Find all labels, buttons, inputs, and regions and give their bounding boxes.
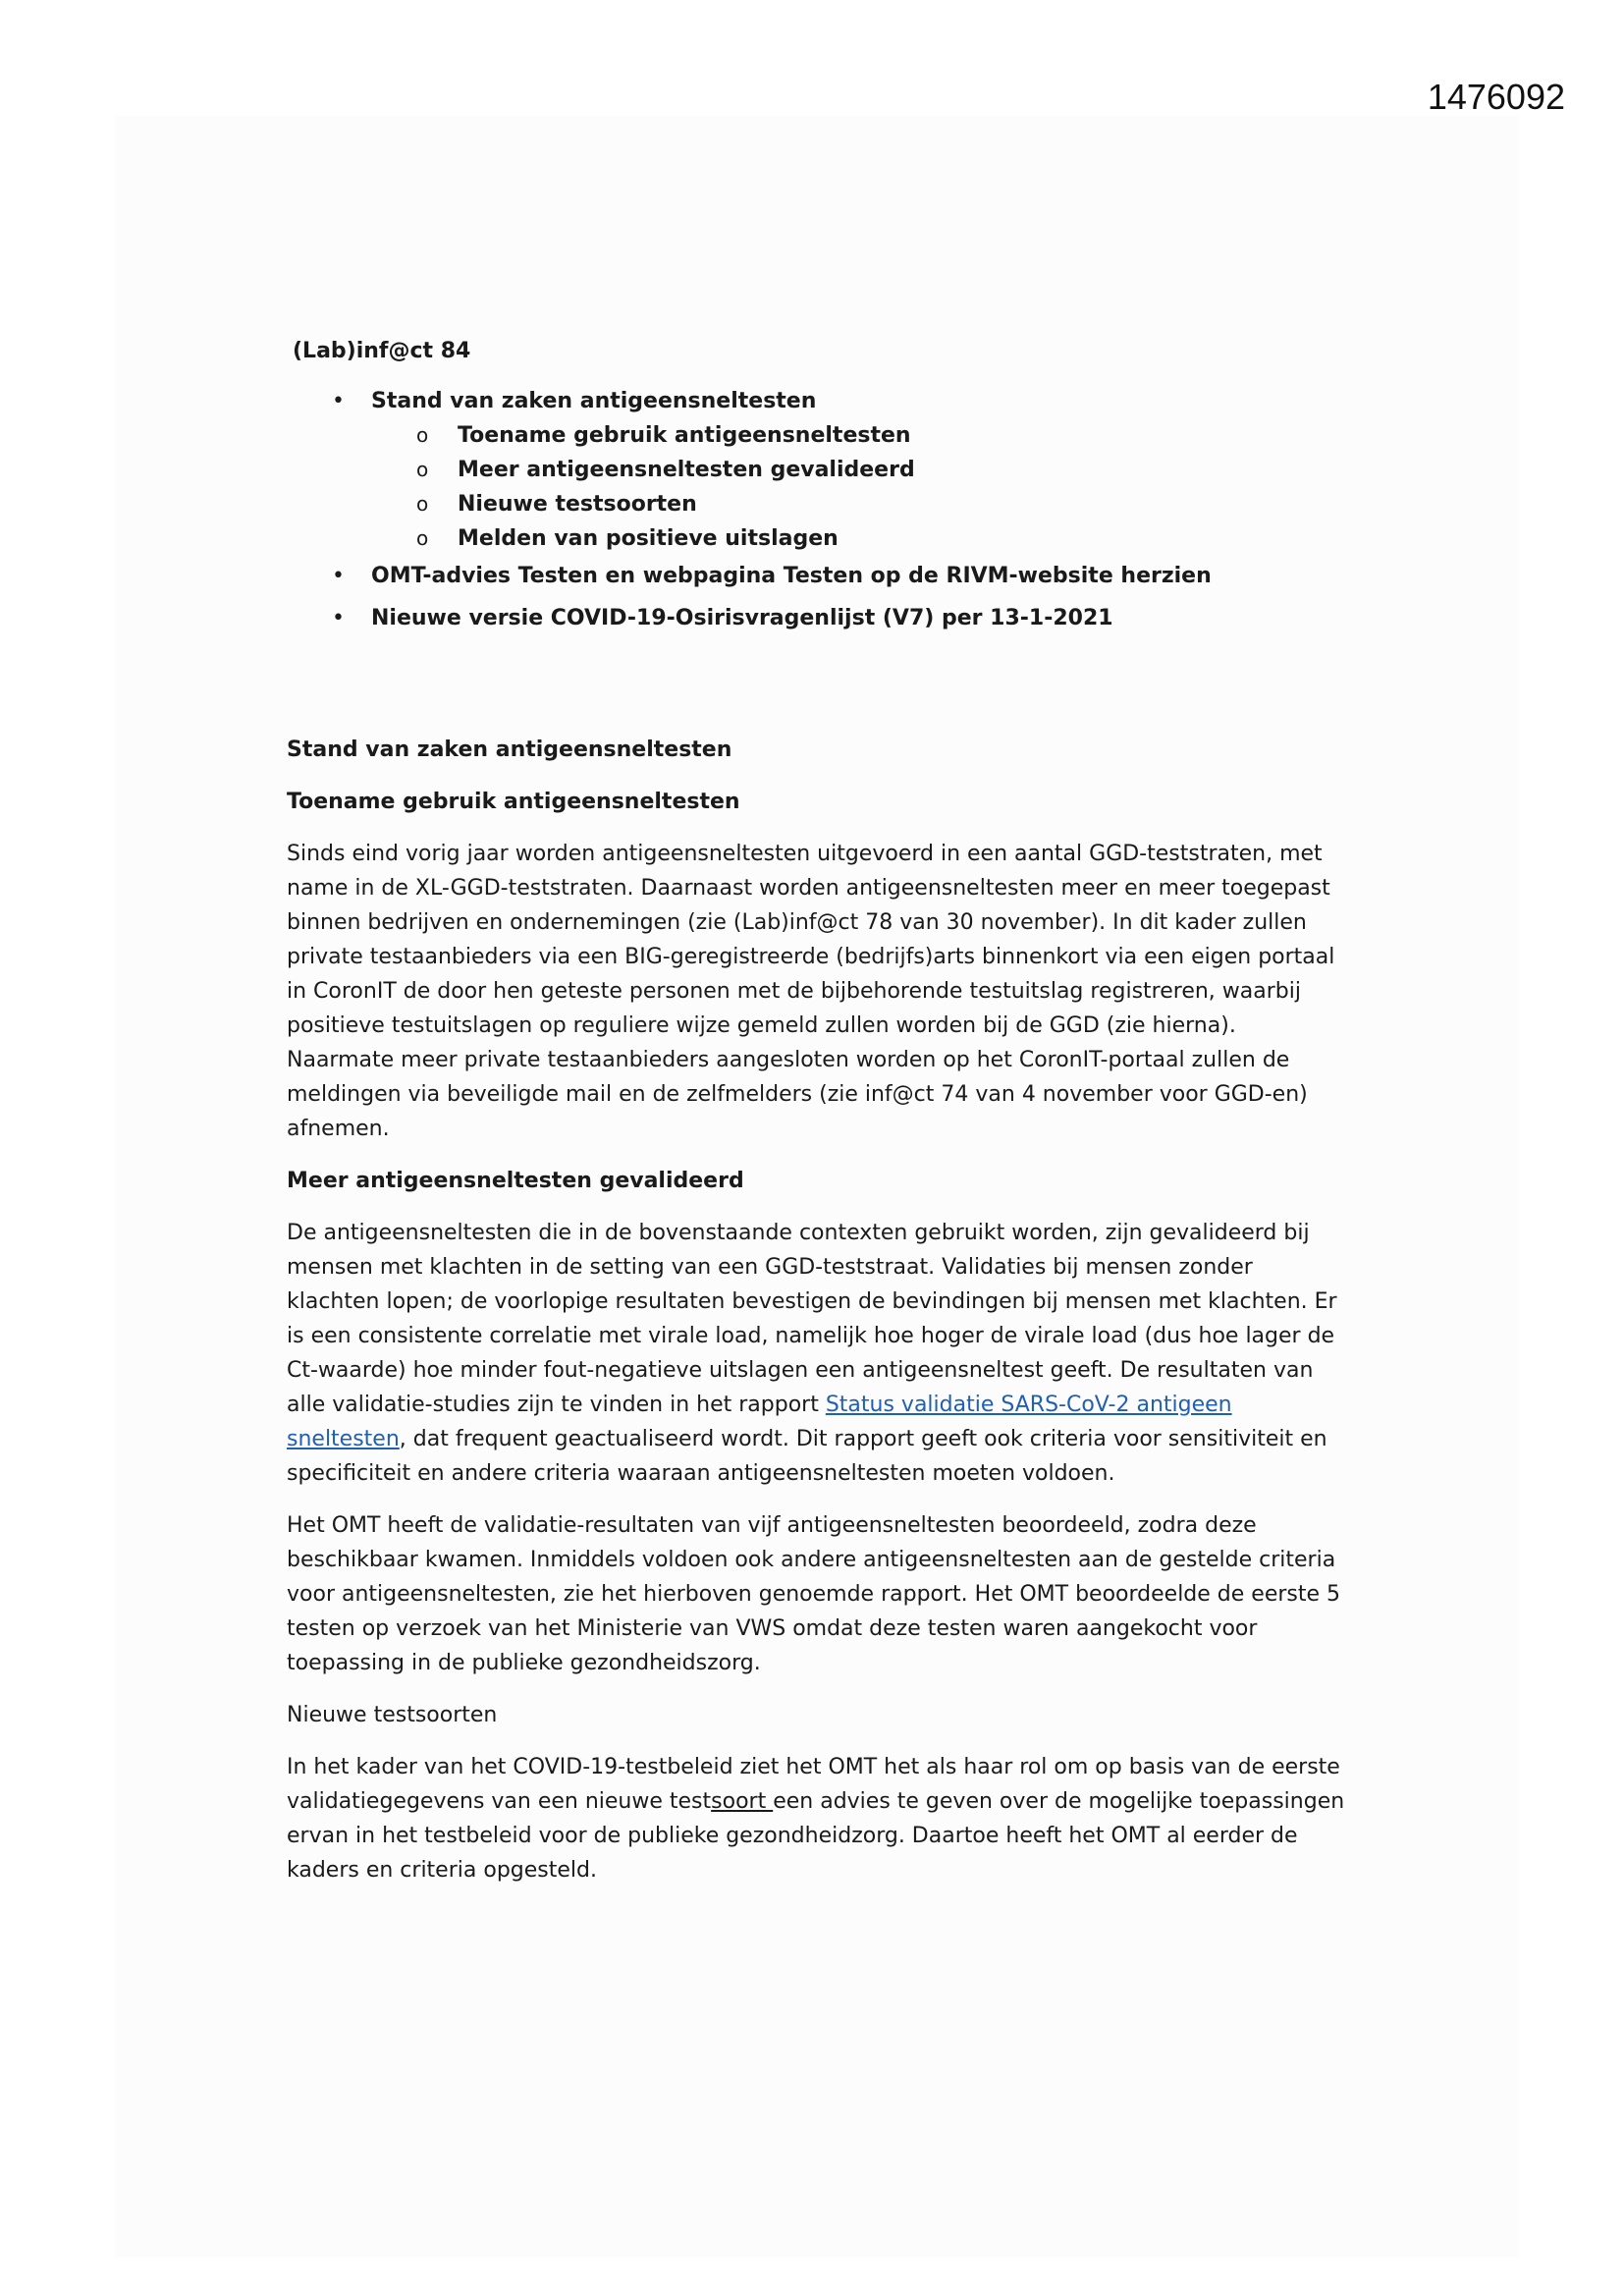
bullet-icon: • bbox=[332, 606, 345, 630]
toc-sub-item bbox=[371, 521, 1347, 556]
circle-bullet-icon: o bbox=[416, 492, 429, 516]
toc-sub-item bbox=[371, 453, 1347, 487]
circle-bullet-icon: o bbox=[416, 423, 429, 447]
toc-sub-item-label: Nieuwe testsoorten bbox=[458, 492, 697, 517]
document-title: (Lab)inf@ct 84 bbox=[293, 339, 471, 363]
section-heading: Stand van zaken antigeensneltesten bbox=[287, 738, 732, 762]
toc-item bbox=[287, 559, 1347, 593]
toc-item-label: Stand van zaken antigeensneltesten bbox=[371, 389, 817, 413]
underlined-text: soort bbox=[711, 1789, 774, 1814]
toc-sub-item-label: Melden van positieve uitslagen bbox=[458, 526, 839, 551]
toc-sub-item bbox=[371, 418, 1347, 453]
subsection-heading: Nieuwe testsoorten bbox=[287, 1703, 498, 1727]
subsection-heading: Toename gebruik antigeensneltesten bbox=[287, 790, 740, 814]
circle-bullet-icon: o bbox=[416, 526, 429, 550]
paragraph bbox=[287, 1750, 1347, 1887]
paragraph-text: De antigeensneltesten die in de bovenstaande contexten gebruikt worden, zijn gevalideerd bij mensen met klachten in de setting van een GGD-teststraat. Validaties bij mensen zonder klachten lopen; de voorlopige resultaten bevestigen de bevindingen bij mensen met klachten. Er is een consistente correlatie met virale load, namelijk hoe hoger de virale load (dus hoe lager de Ct-waarde) hoe minder fout-negatieve uitslagen een antigeensneltest geeft. De resultaten van alle validatie-studies zijn te vinden in het rapport bbox=[287, 1221, 1337, 1417]
toc-sub-list bbox=[371, 418, 1347, 556]
toc-item-label: OMT-advies Testen en webpagina Testen op de RIVM-website herzien bbox=[371, 564, 1212, 588]
table-of-contents bbox=[287, 384, 1347, 635]
bullet-icon: • bbox=[332, 564, 345, 588]
report-link[interactable]: Status validatie SARS-CoV-2 antigeen sneltesten bbox=[287, 1393, 1232, 1451]
paragraph: Het OMT heeft de validatie-resultaten van vijf antigeensneltesten beoordeeld, zodra deze beschikbaar kwamen. Inmiddels voldoen ook andere antigeensneltesten aan de gestelde criteria voor antigeensneltesten, zie het hierboven genoemde rapport. Het OMT beoordeelde de eerste 5 testen op verzoek van het Ministerie van VWS omdat deze testen waren aangekocht voor toepassing in de publieke gezondheidszorg. bbox=[287, 1513, 1341, 1675]
circle-bullet-icon: o bbox=[416, 458, 429, 481]
toc-item-label: Nieuwe versie COVID-19-Osirisvragenlijst (V7) per 13-1-2021 bbox=[371, 606, 1113, 630]
toc-sub-item bbox=[371, 487, 1347, 521]
toc-item bbox=[287, 601, 1347, 635]
document-number: 1476092 bbox=[1427, 77, 1565, 117]
paragraph: Sinds eind vorig jaar worden antigeensneltesten uitgevoerd in een aantal GGD-teststraten, met name in de XL-GGD-teststraten. Daarnaast worden antigeensneltesten meer en meer toegepast binnen bedrijven en ondernemingen (zie (Lab)inf@ct 78 van 30 november). In dit kader zullen private testaanbieders via een BIG-geregistreerde (bedrijfs)arts binnenkort via een eigen portaal in CoronIT de door hen geteste personen met de bijbehorende testuitslag registreren, waarbij positieve testuitslagen op reguliere wijze gemeld zullen worden bij de GGD (zie hierna). Naarmate meer private testaanbieders aangesloten worden op het CoronIT-portaal zullen de meldingen via beveiligde mail en de zelfmelders (zie inf@ct 74 van 4 november voor GGD-en) afnemen. bbox=[287, 842, 1335, 1141]
paragraph-text: In het kader van het COVID-19-testbeleid ziet het OMT het als haar rol om op basis van de eerste validatiegegevens van een nieuwe test bbox=[287, 1755, 1340, 1814]
document-body bbox=[287, 334, 1347, 1905]
bullet-icon: • bbox=[332, 389, 345, 413]
paragraph-text: , dat frequent geactualiseerd wordt. Dit rapport geeft ook criteria voor sensitiviteit en specificiteit en andere criteria waaraan antigeensneltesten moeten voldoen. bbox=[287, 1427, 1327, 1486]
paragraph bbox=[287, 1216, 1347, 1491]
paragraph-text: een advies te geven over de mogelijke toepassingen ervan in het testbeleid voor de publieke gezondheidzorg. Daartoe heeft het OMT al eerder de kaders en criteria opgesteld. bbox=[287, 1789, 1345, 1883]
toc-item bbox=[287, 384, 1347, 556]
toc-sub-item-label: Meer antigeensneltesten gevalideerd bbox=[458, 458, 915, 482]
toc-sub-item-label: Toename gebruik antigeensneltesten bbox=[458, 423, 911, 448]
subsection-heading: Meer antigeensneltesten gevalideerd bbox=[287, 1169, 744, 1193]
